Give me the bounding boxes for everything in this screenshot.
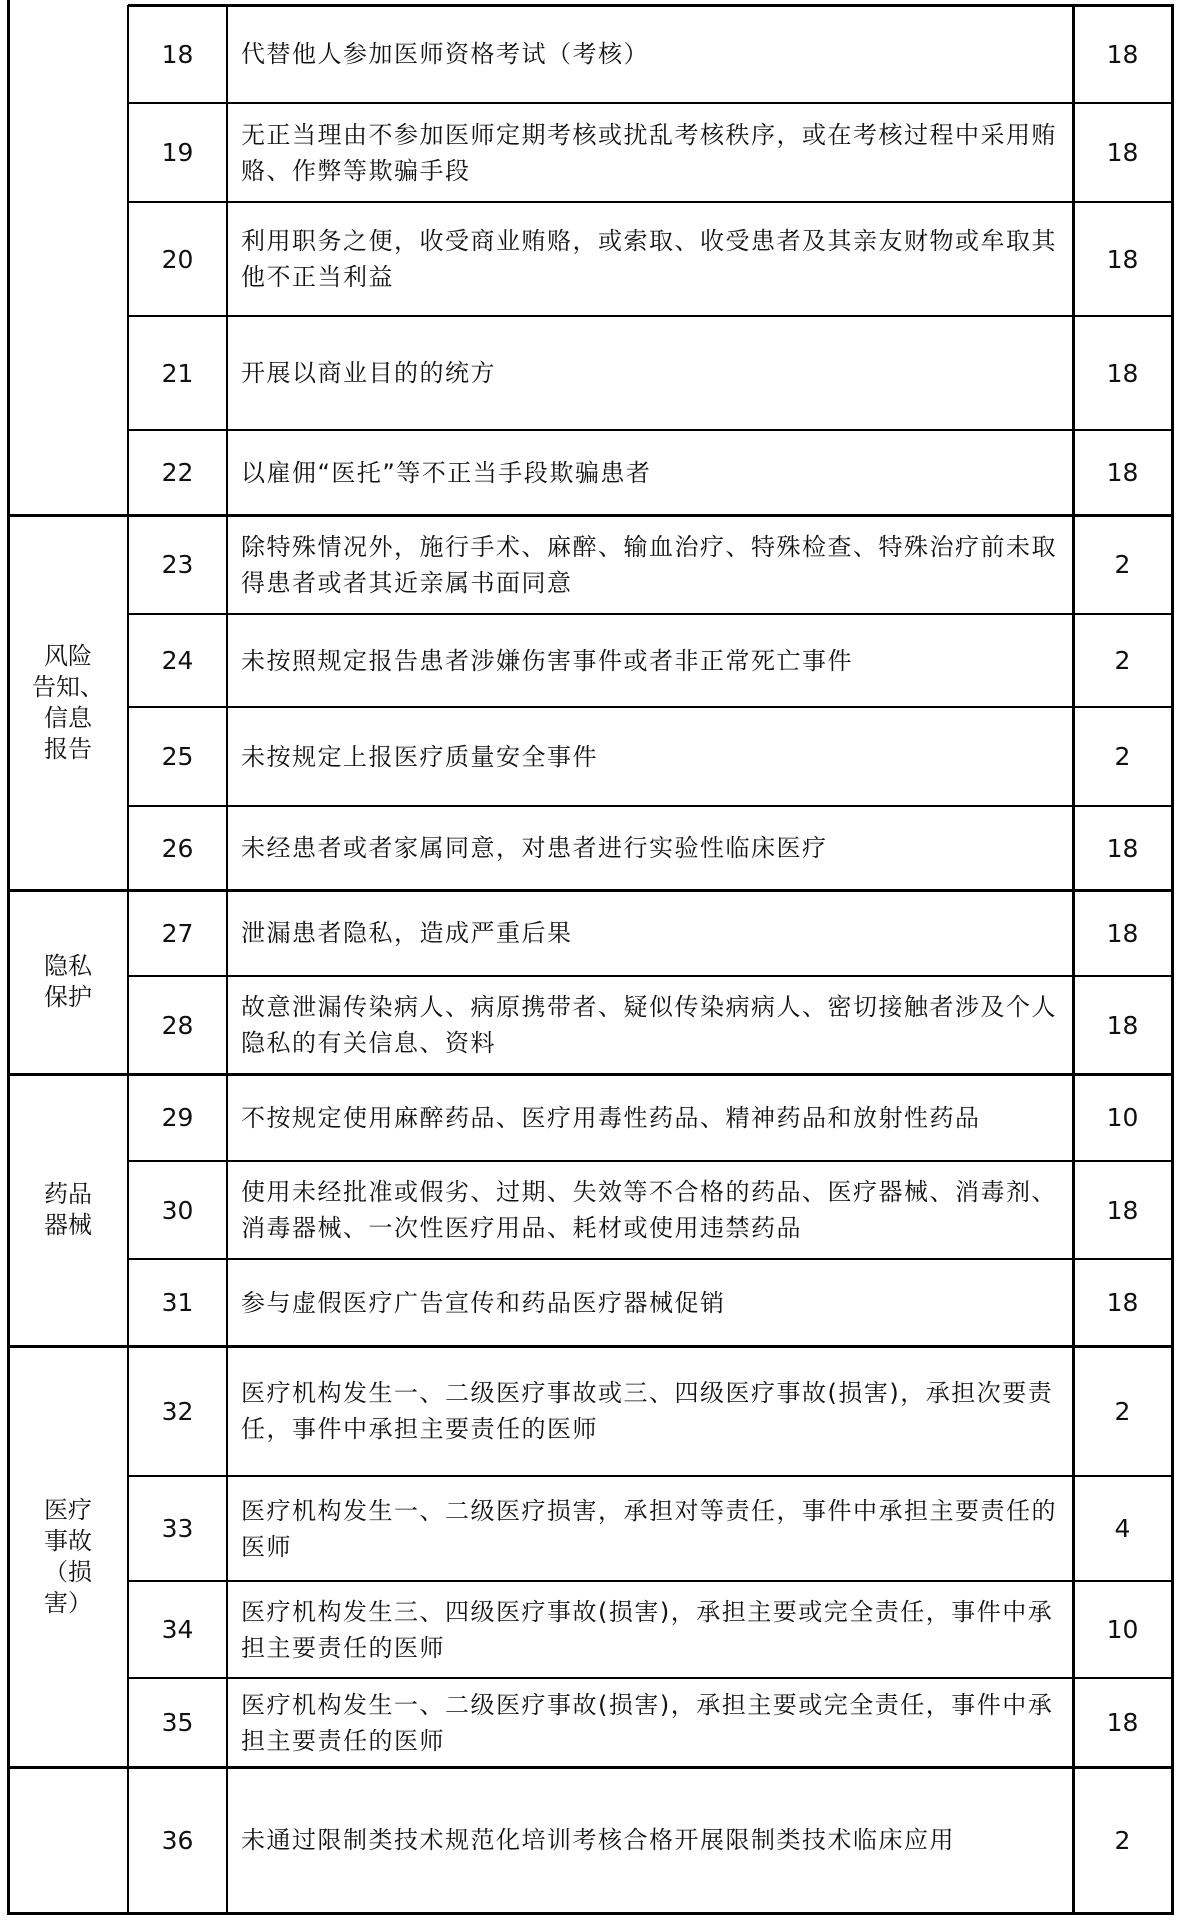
violation-item xyxy=(227,1074,1073,1161)
row-divider xyxy=(128,889,1174,892)
category-divider xyxy=(8,514,130,517)
row-divider xyxy=(128,429,1174,431)
category-divider xyxy=(8,1345,130,1348)
score-value: 4 xyxy=(1114,1514,1131,1543)
row-number: 19 xyxy=(161,138,194,167)
row-number: 27 xyxy=(161,918,194,948)
score-value: 10 xyxy=(1106,1615,1139,1644)
score-value: 2 xyxy=(1114,742,1131,771)
violation-item xyxy=(227,1767,1073,1913)
violation-item xyxy=(227,103,1073,202)
row-number: 21 xyxy=(161,358,194,388)
row-number: 26 xyxy=(161,833,194,863)
category-cell: 医疗 事故 （损 害） xyxy=(44,1495,92,1617)
score-value: 18 xyxy=(1106,39,1139,69)
row-divider xyxy=(128,1677,1174,1679)
row-divider xyxy=(128,1580,1174,1582)
violation-item xyxy=(227,430,1073,515)
violation-item xyxy=(227,1346,1073,1476)
violation-item xyxy=(227,1259,1073,1346)
row-number: 23 xyxy=(161,550,194,579)
row-divider xyxy=(128,201,1174,203)
violation-text: 除特殊情况外，施行手术、麻醉、输血治疗、特殊检查、特殊治疗前未取得患者或者其近亲属书面同意 xyxy=(241,532,1057,597)
column-divider xyxy=(1072,5,1075,1915)
row-number: 31 xyxy=(161,1288,194,1317)
score-value: 18 xyxy=(1106,1708,1139,1737)
row-number: 30 xyxy=(161,1195,194,1225)
row-divider xyxy=(128,613,1174,615)
score-value: 2 xyxy=(1114,1396,1131,1426)
category-cell: 药品 器械 xyxy=(44,1180,92,1239)
column-divider xyxy=(1171,5,1174,1915)
violation-text: 故意泄漏传染病人、病原携带者、疑似传染病病人、密切接触者涉及个人隐私的有关信息、资料 xyxy=(241,993,1057,1057)
category-cell xyxy=(8,5,128,515)
violation-text: 医疗机构发生一、二级医疗事故或三、四级医疗事故(损害)，承担次要责任，事件中承担主要责任的医师 xyxy=(241,1379,1054,1443)
violation-item xyxy=(227,316,1073,430)
category-cell: 风险 告知、 信息 报告 xyxy=(32,641,104,763)
violation-item xyxy=(227,1581,1073,1678)
violation-item xyxy=(227,806,1073,890)
row-divider xyxy=(128,975,1174,977)
violation-item xyxy=(227,5,1073,103)
row-number: 34 xyxy=(161,1615,194,1644)
violation-text: 以雇佣“医托”等不正当手段欺骗患者 xyxy=(241,458,652,487)
violation-item xyxy=(227,707,1073,806)
violation-text: 使用未经批准或假劣、过期、失效等不合格的药品、医疗器械、消毒剂、消毒器械、一次性医疗用品、耗材或使用违禁药品 xyxy=(241,1178,1057,1242)
penalty-score-table xyxy=(8,5,1172,1913)
row-divider xyxy=(128,102,1174,104)
row-number: 24 xyxy=(161,646,194,675)
column-divider xyxy=(7,0,10,1915)
column-divider xyxy=(127,5,129,1915)
score-value: 18 xyxy=(1106,458,1139,487)
category-divider xyxy=(8,1073,130,1076)
row-number: 35 xyxy=(161,1708,194,1737)
violation-text: 未按规定上报医疗质量安全事件 xyxy=(241,742,598,771)
violation-text: 泄漏患者隐私，造成严重后果 xyxy=(241,919,573,947)
score-value: 10 xyxy=(1106,1103,1139,1132)
row-divider xyxy=(128,1073,1174,1076)
violation-text: 医疗机构发生三、四级医疗事故(损害)，承担主要或完全责任，事件中承担主要责任的医师 xyxy=(241,1597,1054,1662)
violation-item xyxy=(227,890,1073,976)
row-divider xyxy=(128,1345,1174,1348)
score-value: 18 xyxy=(1106,1288,1139,1317)
violation-text: 医疗机构发生一、二级医疗损害，承担对等责任，事件中承担主要责任的医师 xyxy=(241,1496,1057,1561)
violation-item xyxy=(227,976,1073,1074)
row-divider xyxy=(128,1258,1174,1260)
violation-text: 未经患者或者家属同意，对患者进行实验性临床医疗 xyxy=(241,834,828,862)
violation-text: 开展以商业目的的统方 xyxy=(241,359,496,387)
table-bottom-border xyxy=(8,1912,1174,1915)
row-divider xyxy=(128,514,1174,517)
score-value: 2 xyxy=(1114,1825,1131,1855)
score-value: 18 xyxy=(1106,244,1139,274)
row-number: 28 xyxy=(161,1010,194,1040)
row-number: 36 xyxy=(161,1825,194,1855)
score-value: 2 xyxy=(1114,646,1131,675)
category-cell: 隐私 保护 xyxy=(44,952,92,1011)
category-divider xyxy=(8,889,130,892)
score-value: 2 xyxy=(1114,550,1131,579)
row-divider xyxy=(128,706,1174,708)
row-divider xyxy=(128,1160,1174,1162)
violation-item xyxy=(227,515,1073,614)
violation-text: 代替他人参加医师资格考试（考核） xyxy=(241,40,649,68)
score-value: 18 xyxy=(1106,1010,1139,1040)
violation-text: 未通过限制类技术规范化培训考核合格开展限制类技术临床应用 xyxy=(241,1826,955,1854)
category-divider xyxy=(8,1766,130,1769)
violation-text: 医疗机构发生一、二级医疗事故(损害)，承担主要或完全责任，事件中承担主要责任的医师 xyxy=(241,1690,1054,1755)
violation-text: 不按规定使用麻醉药品、医疗用毒性药品、精神药品和放射性药品 xyxy=(241,1103,981,1132)
row-divider xyxy=(128,4,1174,7)
category-cell xyxy=(8,1767,128,1913)
violation-item xyxy=(227,1161,1073,1259)
score-value: 18 xyxy=(1106,833,1139,863)
row-number: 33 xyxy=(161,1514,194,1543)
column-divider xyxy=(226,5,228,1915)
score-value: 18 xyxy=(1106,1195,1139,1225)
row-divider xyxy=(128,1766,1174,1769)
row-divider xyxy=(128,315,1174,317)
violation-item xyxy=(227,202,1073,316)
score-value: 18 xyxy=(1106,358,1139,388)
score-value: 18 xyxy=(1106,138,1139,167)
violation-text: 利用职务之便，收受商业贿赂，或索取、收受患者及其亲友财物或牟取其他不正当利益 xyxy=(241,227,1057,291)
violation-text: 无正当理由不参加医师定期考核或扰乱考核秩序，或在考核过程中采用贿赂、作弊等欺骗手段 xyxy=(241,120,1057,185)
violation-item xyxy=(227,1678,1073,1767)
violation-text: 未按照规定报告患者涉嫌伤害事件或者非正常死亡事件 xyxy=(241,646,853,675)
score-value: 18 xyxy=(1106,918,1139,948)
row-divider xyxy=(128,1475,1174,1477)
row-number: 18 xyxy=(161,39,194,69)
row-number: 22 xyxy=(161,458,194,487)
row-divider xyxy=(128,805,1174,807)
violation-text: 参与虚假医疗广告宣传和药品医疗器械促销 xyxy=(241,1288,726,1317)
violation-item xyxy=(227,614,1073,707)
violation-item xyxy=(227,1476,1073,1581)
row-number: 29 xyxy=(161,1103,194,1132)
row-number: 25 xyxy=(161,742,194,771)
row-number: 20 xyxy=(161,244,194,274)
row-number: 32 xyxy=(161,1396,194,1426)
